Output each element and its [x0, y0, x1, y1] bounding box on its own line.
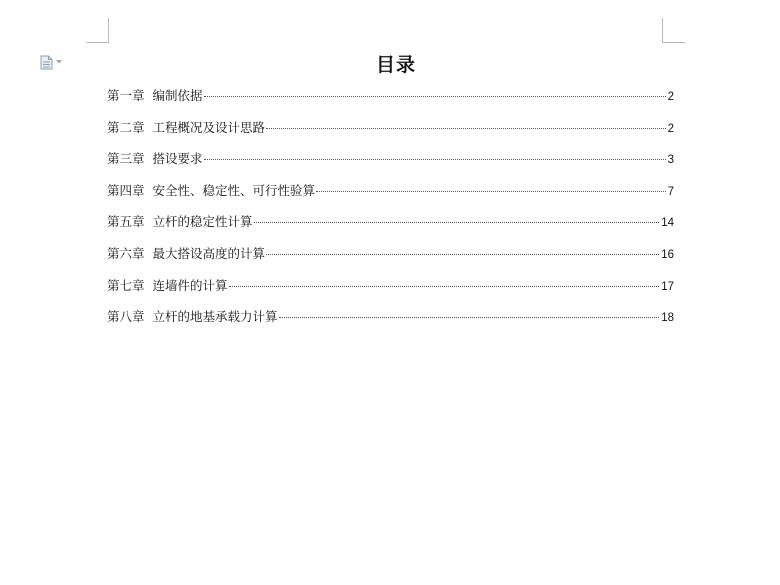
toc-leader-dots [279, 317, 660, 318]
toc-chapter: 第一章 [107, 88, 145, 103]
crop-mark-top-right [662, 18, 685, 43]
toc-page-number: 2 [667, 122, 674, 135]
toc-chapter: 第八章 [107, 309, 145, 325]
toc-page-number: 16 [661, 248, 674, 261]
toc-chapter: 第四章 [107, 182, 145, 198]
toc-entry-title: 工程概况及设计思路 [152, 119, 266, 135]
table-of-contents [107, 86, 674, 339]
toc-chapter: 第六章 [107, 245, 145, 261]
toc-chapter: 第七章 [107, 277, 145, 293]
toc-entry[interactable] [107, 212, 674, 244]
toc-entry-title: 立杆的地基承载力计算 [152, 309, 278, 325]
toc-leader-dots [316, 191, 666, 192]
toc-leader-dots [229, 286, 660, 287]
toc-entry[interactable] [107, 149, 674, 181]
toc-entry[interactable] [107, 86, 674, 118]
toc-entry[interactable] [107, 307, 674, 339]
toc-page-number: 17 [661, 280, 674, 293]
toc-entry[interactable] [107, 276, 674, 308]
toc-title: 目录 [375, 54, 416, 76]
toc-leader-dots [254, 222, 660, 223]
toc-entry-title: 安全性、稳定性、可行性验算 [152, 182, 316, 198]
toc-entry-title: 编制依据 [152, 88, 203, 103]
toc-entry-title: 搭设要求 [152, 151, 203, 167]
toc-entry-title: 立杆的稳定性计算 [152, 214, 253, 230]
toc-entry[interactable] [107, 118, 674, 150]
toc-chapter: 第五章 [107, 214, 145, 230]
toc-leader-dots [266, 128, 666, 129]
toc-page-number: 2 [667, 91, 674, 103]
toc-entry[interactable] [107, 244, 674, 276]
toc-page-number: 3 [667, 154, 674, 167]
toc-chapter: 第二章 [107, 119, 145, 135]
toc-page-number: 14 [661, 217, 674, 230]
toc-chapter: 第三章 [107, 151, 145, 167]
toc-entry[interactable] [107, 181, 674, 213]
crop-mark-top-left [86, 18, 109, 43]
toc-page-number: 7 [667, 185, 674, 198]
toc-leader-dots [204, 159, 666, 160]
toc-page-number: 18 [661, 312, 674, 325]
toc-leader-dots [266, 254, 659, 255]
toc-entry-title: 最大搭设高度的计算 [152, 245, 266, 261]
toc-entry-title: 连墙件的计算 [152, 277, 228, 293]
toc-leader-dots [204, 96, 666, 97]
